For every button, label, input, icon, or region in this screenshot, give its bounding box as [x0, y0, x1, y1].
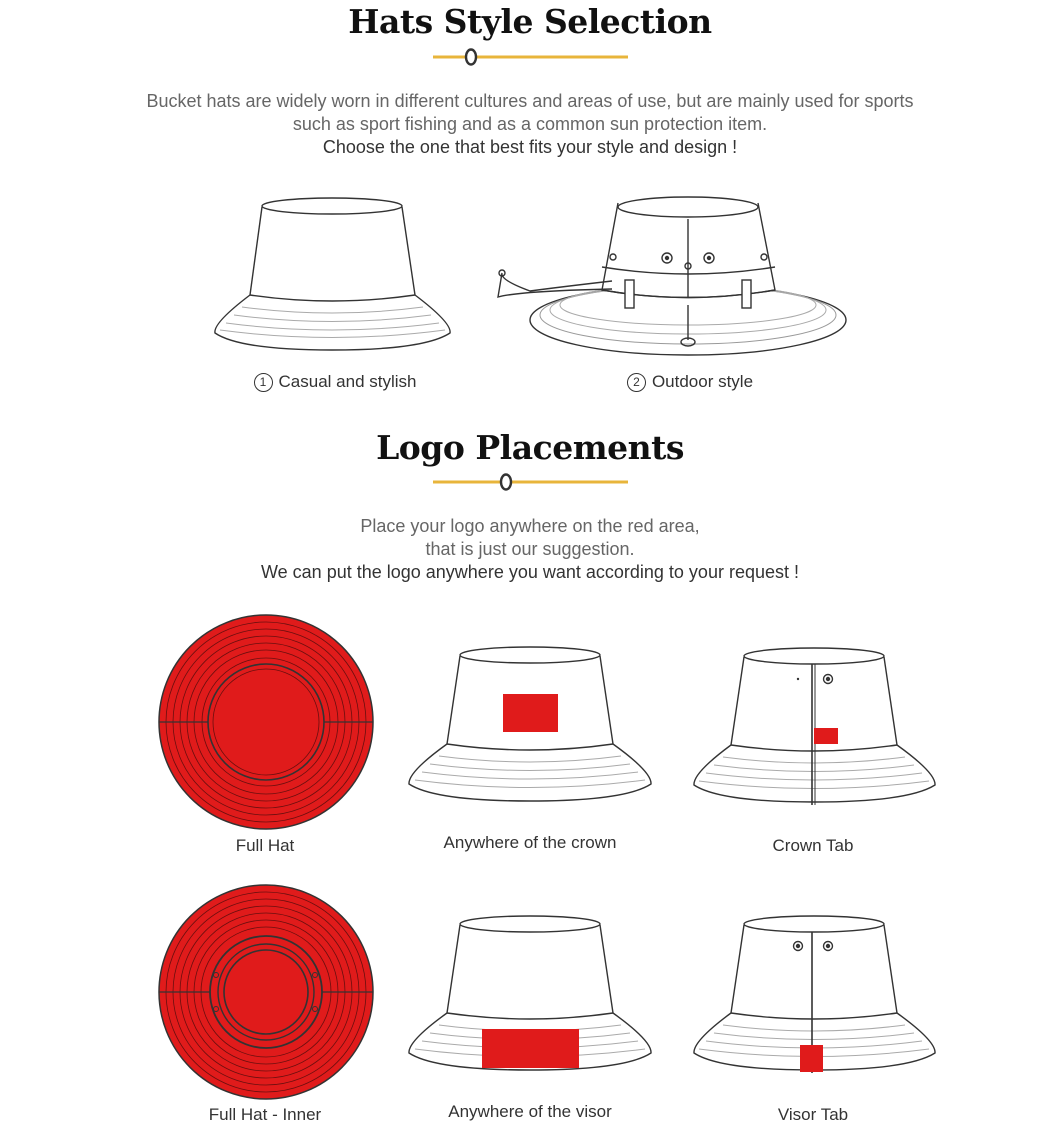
logo-area: [482, 1029, 579, 1068]
logo-area: [814, 728, 838, 744]
logo-area: [503, 694, 558, 732]
placement-full-hat-inner[interactable]: Full Hat - Inner: [208, 1105, 322, 1124]
style-option-casual[interactable]: [225, 372, 445, 392]
visor-placement-hat: [405, 913, 655, 1075]
outdoor-boonie-hat-illustration: [490, 195, 850, 360]
option-number-badge: 1: [254, 373, 273, 392]
title-divider-ornament: [433, 471, 628, 493]
option-label: Casual and stylish: [278, 372, 417, 391]
style-description-line1: Bucket hats are widely worn in different cultures and areas of use, but are mainly used for sports: [146, 91, 914, 111]
logo-description-line2: that is just our suggestion.: [425, 539, 635, 559]
logo-call-to-action: We can put the logo anywhere you want according to your request !: [261, 562, 799, 582]
logo-description-line1: Place your logo anywhere on the red area,: [360, 516, 700, 536]
placement-visor-tab[interactable]: Visor Tab: [777, 1105, 849, 1124]
casual-bucket-hat-illustration: [210, 195, 455, 355]
placement-full-hat[interactable]: Full Hat: [235, 836, 295, 855]
style-option-outdoor[interactable]: [580, 372, 800, 392]
crown-placement-hat: [405, 644, 655, 806]
visor-tab-placement-hat: [690, 913, 940, 1075]
style-call-to-action: Choose the one that best fits your style and design !: [322, 137, 738, 157]
option-number-badge: 2: [627, 373, 646, 392]
logo-section-title: Logo Placements: [376, 428, 684, 467]
logo-section-intro: [0, 515, 1060, 584]
logo-area: [800, 1045, 823, 1072]
placement-visor[interactable]: Anywhere of the visor: [448, 1102, 612, 1121]
full-hat-top-view: [157, 613, 375, 831]
placement-crown-tab[interactable]: Crown Tab: [772, 836, 854, 855]
placement-crown[interactable]: Anywhere of the crown: [443, 833, 617, 852]
style-section-intro: [0, 90, 1060, 159]
style-description-line2: such as sport fishing and as a common sun protection item.: [292, 114, 768, 134]
style-section-title: Hats Style Selection: [348, 2, 712, 41]
full-hat-inner-view: [157, 883, 375, 1101]
crown-tab-placement-hat: [690, 645, 940, 807]
title-divider-ornament: [433, 46, 628, 68]
option-label: Outdoor style: [651, 372, 754, 391]
